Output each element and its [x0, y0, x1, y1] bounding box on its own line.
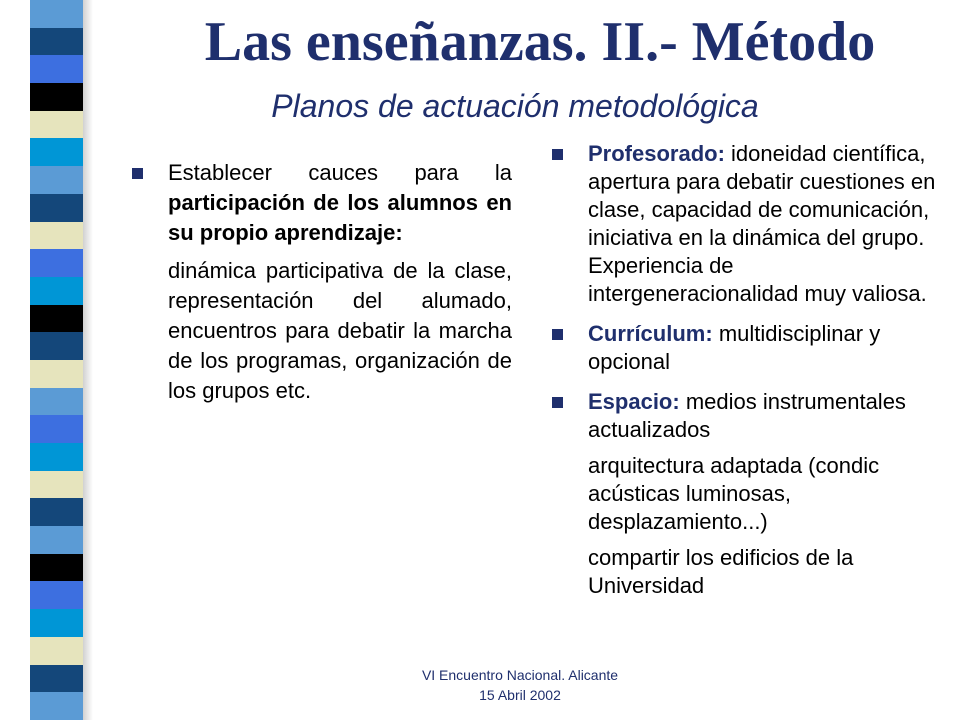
bullet-label: Currículum:	[588, 321, 713, 346]
left-detail-text: dinámica participativa de la clase, representación del alumado, encuentros para debatir la marcha de los programas, organización de los grupos etc.	[168, 258, 512, 403]
stripe-block	[30, 28, 83, 56]
slide-title: Las enseñanzas. II.- Método	[204, 11, 876, 73]
stripe-block	[30, 277, 83, 305]
bullet-text: multidisciplinar y opcional	[588, 321, 881, 374]
stripe-block	[30, 0, 83, 28]
stripe-block	[30, 332, 83, 360]
stripe-block	[30, 498, 83, 526]
right-bullet-curriculum	[552, 320, 942, 376]
stripe-block	[30, 554, 83, 582]
square-bullet-icon	[552, 149, 563, 160]
stripe-block	[30, 222, 83, 250]
footer-date: 15 Abril 2002	[479, 687, 561, 703]
stripe-block	[30, 138, 83, 166]
stripe-block	[30, 83, 83, 111]
bullet-label: Profesorado:	[588, 141, 725, 166]
right-column	[552, 140, 942, 608]
left-bullet-item	[132, 158, 512, 248]
square-bullet-icon	[552, 397, 563, 408]
stripe-block	[30, 55, 83, 83]
stripe-block	[30, 609, 83, 637]
left-intro-text: Establecer cauces para la	[168, 160, 512, 185]
stripe-block	[30, 388, 83, 416]
bullet-text: idoneidad científica, apertura para debatir cuestiones en clase, capacidad de comunicación, iniciativa en la dinámica del grupo. Experiencia de intergeneracionalidad muy valiosa.	[588, 141, 936, 306]
stripe-blocks	[30, 0, 83, 720]
stripe-block	[30, 360, 83, 388]
espacio-detail-2: compartir los edificios de la Universidad	[588, 545, 854, 598]
stripe-block	[30, 665, 83, 693]
stripe-block	[30, 526, 83, 554]
stripe-block	[30, 249, 83, 277]
decorative-stripe-bar	[0, 0, 110, 720]
right-bullet-espacio	[552, 388, 942, 444]
stripe-block	[30, 471, 83, 499]
bullet-label: Espacio:	[588, 389, 680, 414]
left-column	[132, 158, 512, 406]
square-bullet-icon	[552, 329, 563, 340]
stripe-block	[30, 443, 83, 471]
square-bullet-icon	[132, 168, 143, 179]
stripe-block	[30, 305, 83, 333]
stripe-block	[30, 166, 83, 194]
stripe-block	[30, 194, 83, 222]
stripe-block	[30, 637, 83, 665]
slide-footer	[320, 665, 720, 705]
left-intro-bold: participación de los alumnos en su propio aprendizaje:	[168, 190, 512, 245]
stripe-block	[30, 111, 83, 139]
espacio-detail-1: arquitectura adaptada (condic acústicas luminosas, desplazamiento...)	[588, 453, 880, 534]
stripe-block	[30, 692, 83, 720]
slide-subtitle: Planos de actuación metodológica	[271, 88, 759, 124]
bullet-text: medios instrumentales actualizados	[588, 389, 906, 442]
stripe-block	[30, 581, 83, 609]
stripe-block	[30, 415, 83, 443]
footer-event: VI Encuentro Nacional. Alicante	[421, 667, 619, 683]
stripe-shadow	[83, 0, 93, 720]
right-bullet-profesorado	[552, 140, 942, 308]
